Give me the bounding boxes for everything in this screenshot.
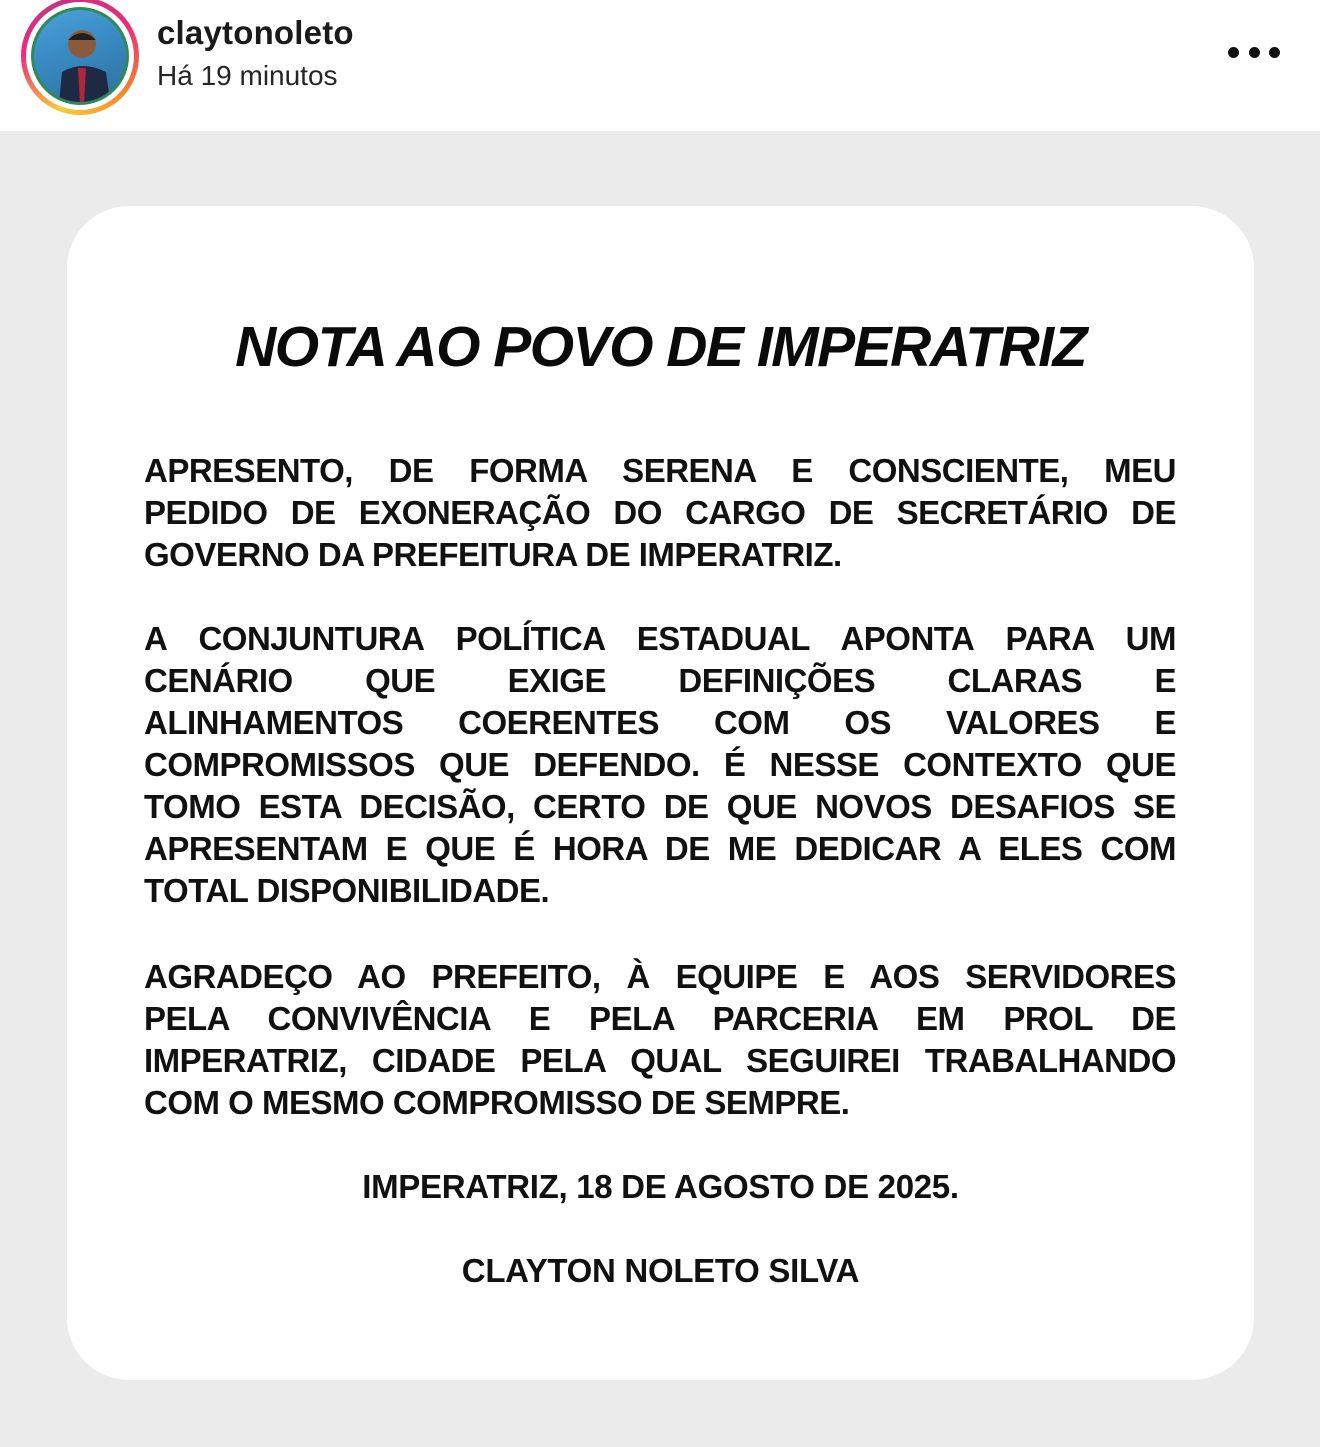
text-line: APRESENTO, DE FORMA SERENA E CONSCIENTE, MEU bbox=[144, 452, 1176, 489]
note-card bbox=[67, 206, 1254, 1380]
post-timestamp: Há 19 minutos bbox=[157, 60, 338, 91]
text-line: TOTAL DISPONIBILIDADE. bbox=[144, 872, 550, 909]
text-line: PELA CONVIVÊNCIA E PELA PARCERIA EM PROL DE bbox=[144, 1000, 1176, 1037]
post-header bbox=[0, 0, 1320, 131]
text-line: AGRADEÇO AO PREFEITO, À EQUIPE E AOS SERVIDORES bbox=[144, 958, 1176, 995]
avatar[interactable] bbox=[31, 7, 129, 105]
text-line: COMPROMISSOS QUE DEFENDO. É NESSE CONTEXTO QUE bbox=[144, 746, 1176, 783]
text-line: IMPERATRIZ, CIDADE PELA QUAL SEGUIREI TRABALHANDO bbox=[144, 1042, 1176, 1079]
profile-photo-icon bbox=[56, 24, 112, 105]
paragraph-thanks bbox=[144, 956, 1176, 1124]
text-line: CENÁRIO QUE EXIGE DEFINIÇÕES CLARAS E bbox=[144, 662, 1176, 699]
paragraph-context bbox=[144, 618, 1176, 912]
more-horizontal-icon bbox=[1269, 47, 1280, 58]
place-date: IMPERATRIZ, 18 DE AGOSTO DE 2025. bbox=[362, 1168, 959, 1205]
more-options-button[interactable] bbox=[1228, 44, 1280, 60]
text-line: APRESENTAM E QUE É HORA DE ME DEDICAR A ELES COM bbox=[144, 830, 1176, 867]
text-line: GOVERNO DA PREFEITURA DE IMPERATRIZ. bbox=[144, 536, 842, 573]
more-horizontal-icon bbox=[1228, 47, 1239, 58]
more-horizontal-icon bbox=[1249, 47, 1260, 58]
text-line: COM O MESMO COMPROMISSO DE SEMPRE. bbox=[144, 1084, 850, 1121]
signature: CLAYTON NOLETO SILVA bbox=[461, 1252, 860, 1289]
text-line: TOMO ESTA DECISÃO, CERTO DE QUE NOVOS DESAFIOS SE bbox=[144, 788, 1176, 825]
text-line: ALINHAMENTOS COERENTES COM OS VALORES E bbox=[144, 704, 1176, 741]
paragraph-resignation bbox=[144, 450, 1176, 576]
note-title: NOTA AO POVO DE IMPERATRIZ bbox=[235, 315, 1086, 379]
avatar-story-ring[interactable] bbox=[21, 0, 139, 115]
text-line: A CONJUNTURA POLÍTICA ESTADUAL APONTA PARA UM bbox=[144, 620, 1176, 657]
text-line: PEDIDO DE EXONERAÇÃO DO CARGO DE SECRETÁRIO DE bbox=[144, 494, 1176, 531]
username[interactable]: claytonoleto bbox=[157, 14, 354, 51]
